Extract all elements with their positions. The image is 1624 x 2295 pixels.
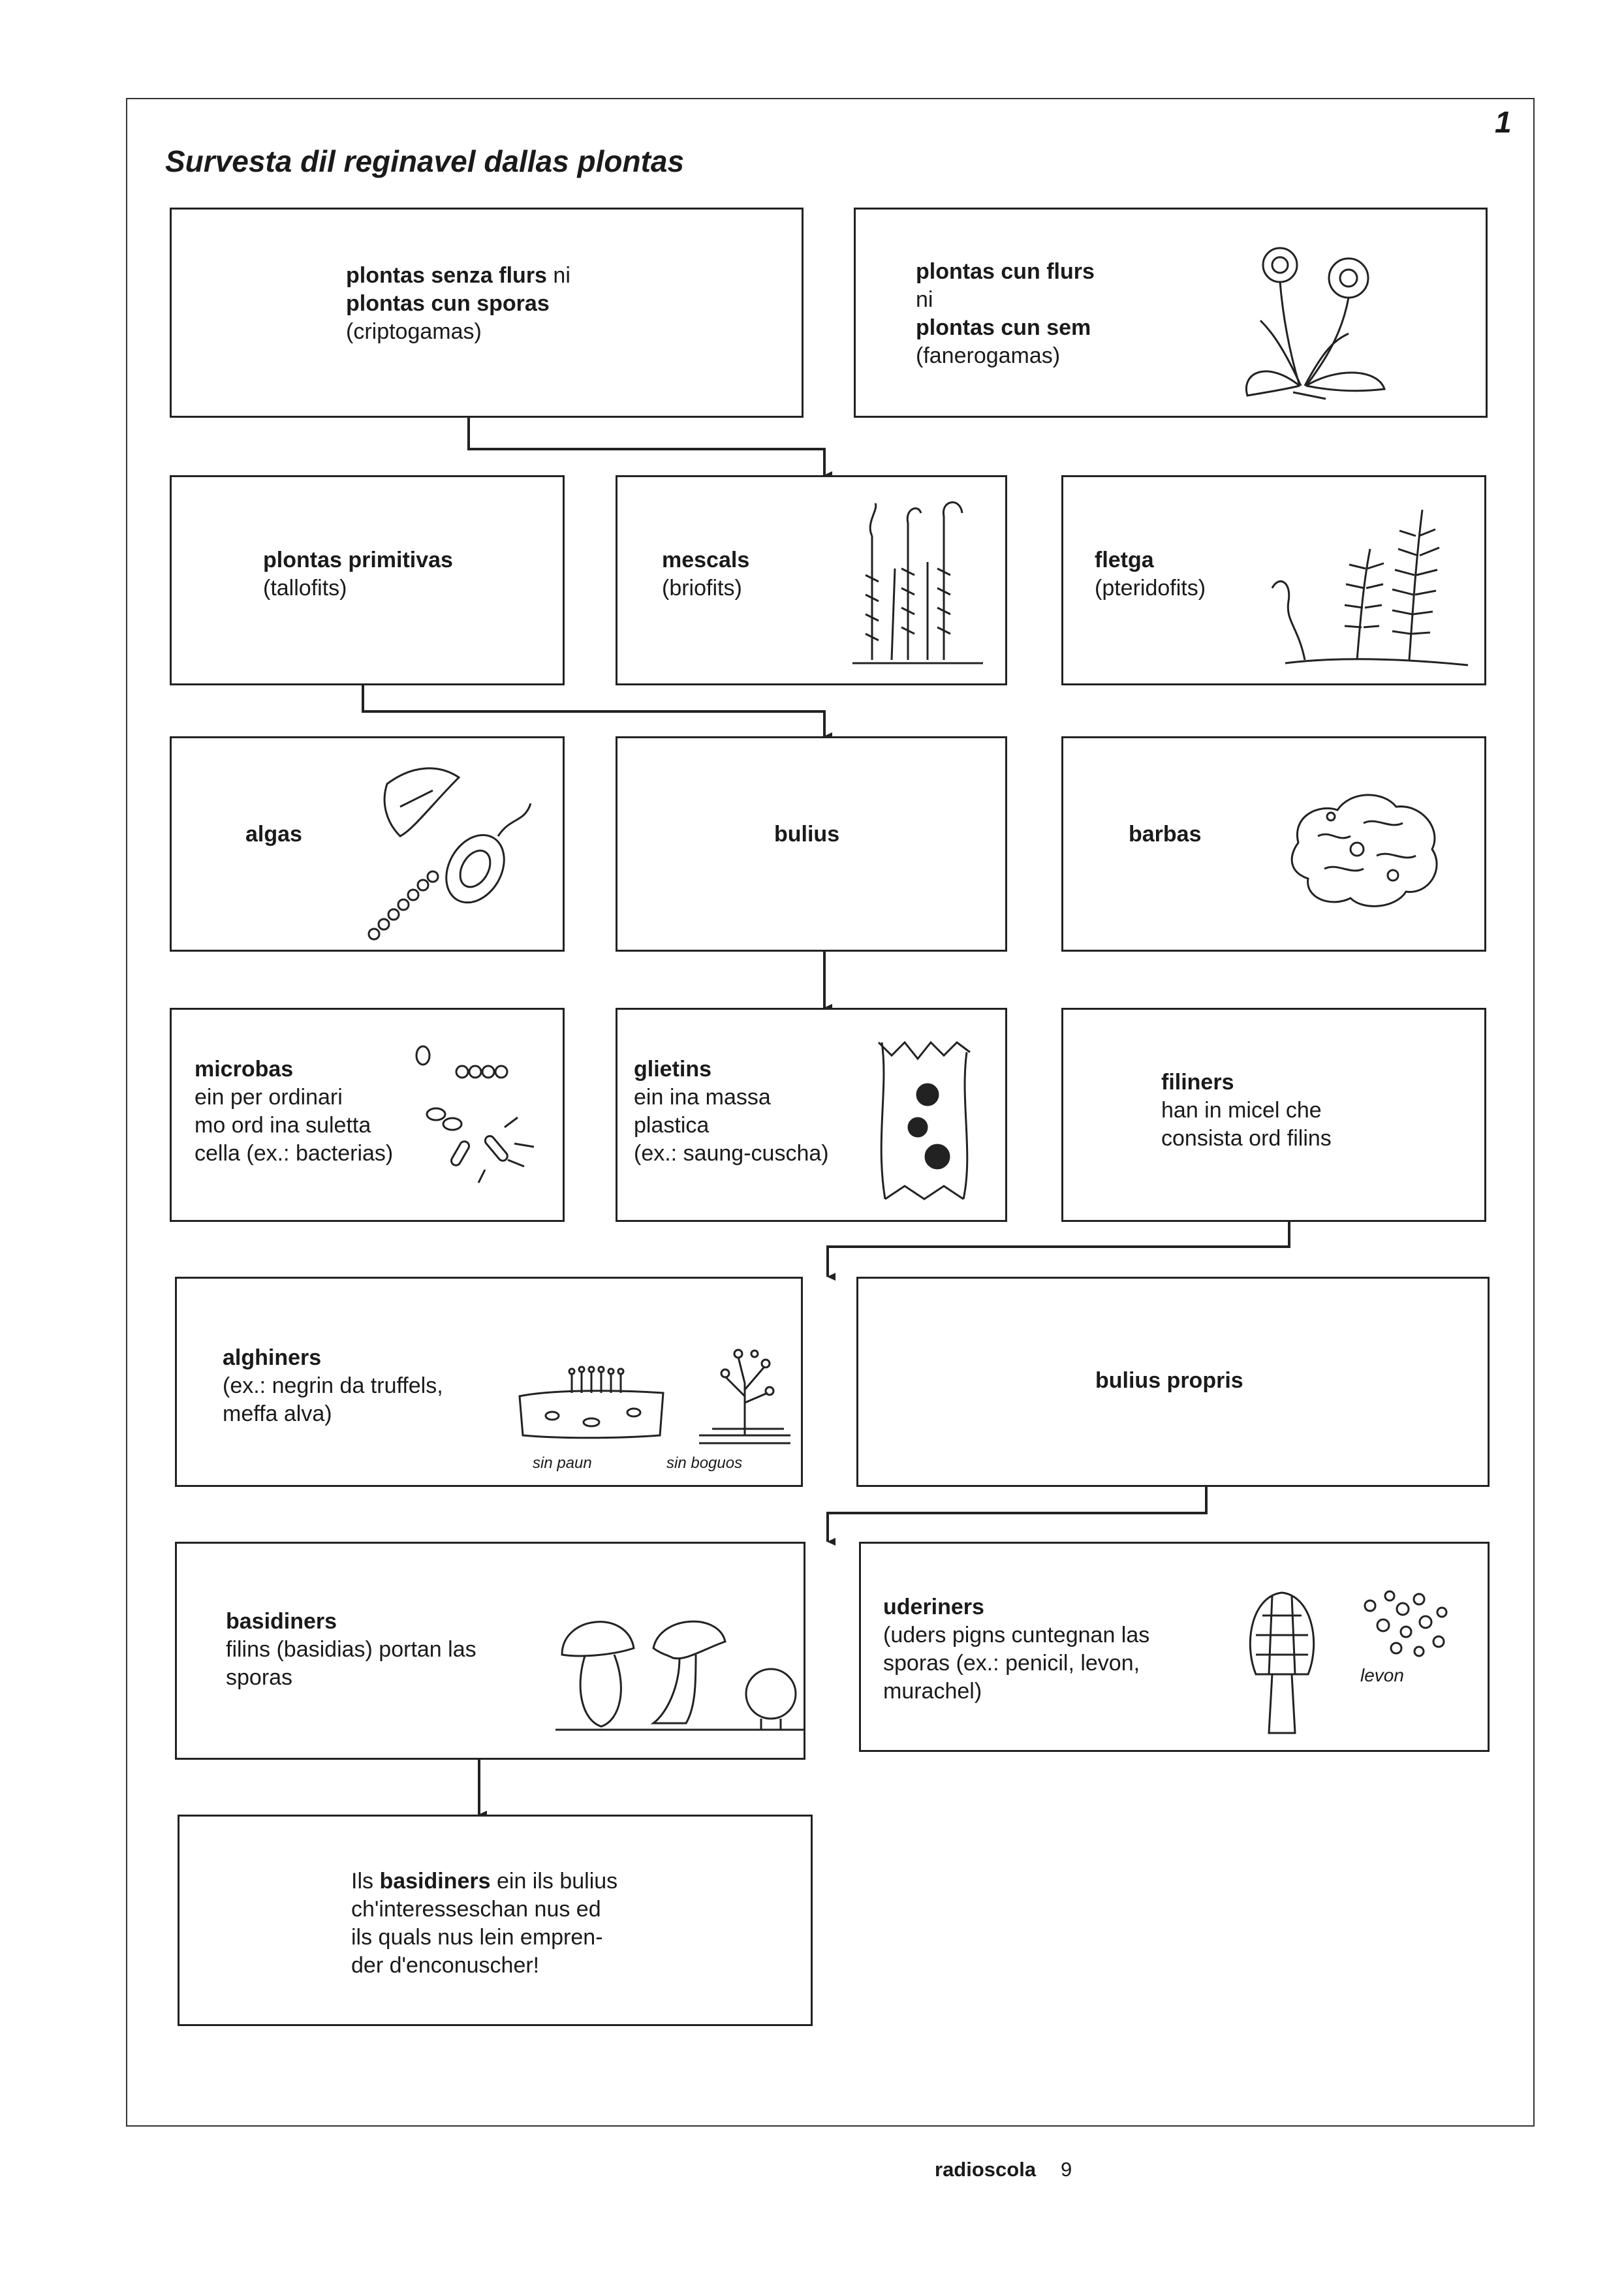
- bacteria-illustration: [400, 1042, 557, 1193]
- phanerogams-line2: ni: [916, 287, 933, 312]
- sporangium-line3: sporas (ex.: penicil, levon,: [883, 1651, 1140, 1676]
- bread-mold-illustration: [513, 1364, 670, 1448]
- ascomycetes-caption-right: sin boguos: [666, 1454, 743, 1472]
- box-pteridophytes: [1061, 475, 1486, 685]
- twig-mold-illustration: [693, 1337, 797, 1448]
- box-microbes: [170, 1008, 565, 1222]
- sporangium-name: uderiners: [883, 1595, 984, 1619]
- bryophytes-name: mescals: [662, 548, 750, 572]
- cryptogams-line2: plontas cun sporas: [346, 291, 550, 316]
- box-true-fungi: [856, 1277, 1490, 1487]
- microbes-name: microbas: [195, 1057, 294, 1082]
- mushrooms-illustration: [555, 1602, 804, 1746]
- footer-page-number: 9: [1061, 2158, 1072, 2181]
- connector-cryptogams-to-row2: [469, 418, 824, 475]
- basidiomycetes-line3: sporas: [226, 1665, 293, 1690]
- sporangium-line2: (uders pigns cuntegnan las: [883, 1623, 1150, 1647]
- basidiomycetes-line2: filins (basidias) portan las: [226, 1637, 476, 1662]
- conclusion-line3: ils quals nus lein empren-: [351, 1925, 603, 1950]
- basidiomycetes-name: basidiners: [226, 1609, 337, 1634]
- phanerogams-latin: (fanerogamas): [916, 343, 1061, 368]
- box-filamentous: [1061, 1008, 1486, 1222]
- phanerogams-line3: plontas cun sem: [916, 315, 1091, 340]
- slime-mold-bark-illustration: [866, 1036, 983, 1206]
- connector-primitive-to-row3: [363, 685, 824, 736]
- ascomycetes-caption-left: sin paun: [533, 1454, 592, 1472]
- yeast-illustration: [1357, 1586, 1455, 1664]
- slime-molds-line3: plastica: [634, 1113, 710, 1138]
- cryptogams-line1-bold: plontas senza flurs: [346, 263, 547, 288]
- conclusion-line1-bold: basidiners: [379, 1869, 491, 1894]
- filamentous-line3: consista ord filins: [1161, 1126, 1332, 1151]
- box-thallophytes: [170, 475, 565, 685]
- conclusion-line4: der d'enconuscher!: [351, 1953, 540, 1978]
- box-algae: [170, 736, 565, 952]
- conclusion-line2: ch'interesseschan nus ed: [351, 1897, 601, 1922]
- fungi-name: bulius: [774, 822, 840, 847]
- box-fungi: [616, 736, 1007, 952]
- lichen-illustration: [1279, 777, 1448, 914]
- slime-molds-line4: (ex.: saung-cuscha): [634, 1141, 829, 1166]
- daisy-illustration: [1228, 242, 1398, 405]
- sporangium-line4: murachel): [883, 1679, 982, 1704]
- box-basidiomycetes: [175, 1542, 805, 1760]
- lichens-name: barbas: [1129, 822, 1202, 847]
- conclusion-line1-pre: Ils: [351, 1869, 380, 1894]
- moss-illustration: [846, 497, 990, 673]
- microbes-line4: cella (ex.: bacterias): [195, 1141, 394, 1166]
- ascomycetes-line3: meffa alva): [223, 1401, 332, 1426]
- diagram-title: Survesta dil reginavel dallas plontas: [165, 144, 685, 178]
- ascomycetes-line2: (ex.: negrin da truffels,: [223, 1373, 443, 1398]
- connector-filamentous-to-row5: [828, 1222, 1289, 1277]
- phanerogams-line1: plontas cun flurs: [916, 259, 1095, 284]
- algae-illustration: [361, 758, 557, 947]
- cryptogams-line1-rest: ni: [546, 263, 570, 288]
- morel-illustration: [1240, 1583, 1324, 1746]
- filamentous-line2: han in micel che: [1161, 1098, 1322, 1123]
- box-slime-molds: [616, 1008, 1007, 1222]
- footer-brand: radioscola: [935, 2158, 1037, 2181]
- box-phanerogams: [854, 208, 1488, 418]
- thallophytes-latin: (tallofits): [263, 576, 347, 601]
- pteridophytes-name: fletga: [1095, 548, 1154, 572]
- connector-true-fungi-to-row6: [828, 1487, 1206, 1542]
- thallophytes-name: plontas primitivas: [263, 548, 453, 572]
- box-cryptogams: [170, 208, 804, 418]
- true-fungi-name: bulius propris: [1095, 1368, 1243, 1393]
- bryophytes-latin: (briofits): [662, 576, 742, 601]
- filamentous-name: filiners: [1161, 1070, 1234, 1095]
- box-sporangium: [859, 1542, 1490, 1752]
- conclusion-line1-post: ein ils bulius: [490, 1869, 618, 1894]
- cryptogams-latin: (criptogamas): [346, 319, 482, 344]
- box-ascomycetes: [175, 1277, 803, 1487]
- box-conclusion: [178, 1815, 813, 2026]
- page-number: 1: [1495, 105, 1512, 139]
- fern-illustration: [1259, 497, 1481, 679]
- slime-molds-line2: ein ina massa: [634, 1085, 771, 1110]
- microbes-line3: mo ord ina suletta: [195, 1113, 371, 1138]
- sporangium-caption: levon: [1360, 1665, 1404, 1685]
- algae-name: algas: [245, 822, 302, 847]
- box-lichens: [1061, 736, 1486, 952]
- slime-molds-name: glietins: [634, 1057, 712, 1082]
- pteridophytes-latin: (pteridofits): [1095, 576, 1206, 601]
- microbes-line2: ein per ordinari: [195, 1085, 343, 1110]
- ascomycetes-name: alghiners: [223, 1345, 322, 1370]
- box-bryophytes: [616, 475, 1007, 685]
